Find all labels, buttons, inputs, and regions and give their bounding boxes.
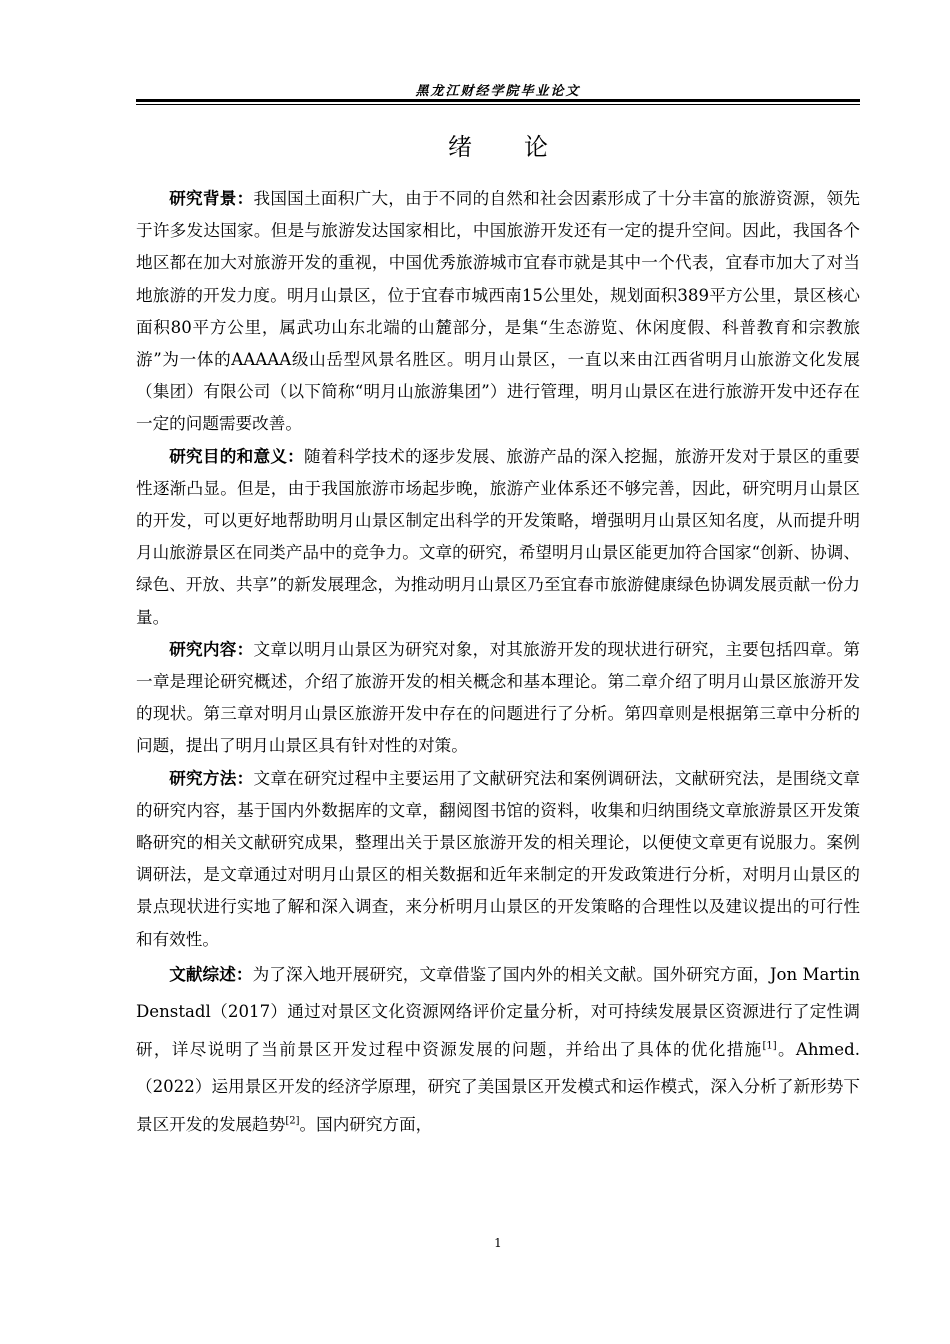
paragraph-label: 研究背景： [169, 189, 254, 208]
title-char-2: 论 [524, 133, 548, 161]
paragraph-content [136, 634, 860, 763]
paragraph-method [136, 763, 860, 956]
paragraph-text-2: 。Ahmed.（2022）运用景区开发的经济学原理，研究了美国景区开发模式和运作模式，深入分析了新形势下景区开发的发展趋势 [136, 1039, 861, 1134]
paragraph-background [136, 183, 860, 441]
paragraph-review [136, 956, 860, 1144]
paragraph-purpose [136, 441, 860, 634]
section-title [136, 131, 860, 163]
paragraph-text: 随着科学技术的逐步发展、旅游产品的深入挖掘，旅游开发对于景区的重要性逐渐凸显。但是，由于我国旅游市场起步晚，旅游产业体系还不够完善，因此，研究明月山景区的开发，可以更好地帮助明月山景区制定出科学的开发策略，增强明月山景区知名度，从而提升明月山旅游景区在同类产品中的竞争力。文章的研究，希望明月山景区能更加符合国家“创新、协调、绿色、开放、共享”的新发展理念，为推动明月山景区乃至宜春市旅游健康绿色协调发展贡献一份力量。 [136, 446, 860, 627]
header-rule-thin [136, 104, 860, 105]
body-text [136, 183, 860, 1143]
citation-ref-1[interactable]: [1] [762, 1040, 777, 1052]
paragraph-label: 文献综述： [169, 964, 253, 984]
paragraph-label: 研究方法： [169, 768, 254, 788]
paragraph-text-3: 。国内研究方面， [299, 1114, 433, 1134]
citation-ref-2[interactable]: [2] [285, 1115, 300, 1127]
paragraph-label: 研究内容： [169, 639, 254, 659]
paragraph-text: 我国国土面积广大，由于不同的自然和社会因素形成了十分丰富的旅游资源，领先于许多发达国家。但是与旅游发达国家相比，中国旅游开发还有一定的提升空间。因此，我国各个地区都在加大对旅游开发的重视，中国优秀旅游城市宜春市就是其中一个代表，宜春市加大了对当地旅游的开发力度。明月山景区，位于宜春市城西南15公里处，规划面积389平方公里，景区核心面积80平方公里，属武功山东北端的山麓部分，是集“生态游览、休闲度假、科普教育和宗教旅游”为一体的AAAAA级山岳型风景名胜区。明月山景区，一直以来由江西省明月山旅游文化发展（集团）有限公司（以下简称“明月山旅游集团”）进行管理，明月山景区在进行旅游开发中还存在一定的问题需要改善。 [136, 189, 861, 434]
paragraph-text: 为了深入地开展研究，文章借鉴了国内外的相关文献。国外研究方面，Jon Martin Denstadl（2017）通过对景区文化资源网络评价定量分析，对可持续发展景区资源进行了定性调研，详尽说明了当前景区开发过程中资源发展的问题，并给出了具体的优化措施 [136, 964, 860, 1059]
paragraph-text: 文章在研究过程中主要运用了文献研究法和案例调研法，文献研究法，是围绕文章的研究内容，基于国内外数据库的文章，翻阅图书馆的资料，收集和归纳围绕文章旅游景区开发策略研究的相关文献研究成果，整理出关于景区旅游开发的相关理论，以便使文章更有说服力。案例调研法，是文章通过对明月山景区的相关数据和近年来制定的开发政策进行分析，对明月山景区的景点现状进行实地了解和深入调查，来分析明月山景区的开发策略的合理性以及建议提出的可行性和有效性。 [136, 768, 861, 949]
page-number: 1 [494, 1236, 502, 1250]
page-header: 黑龙江财经学院毕业论文 [415, 84, 581, 99]
paragraph-label: 研究目的和意义： [169, 446, 305, 466]
header-rule-thick [136, 99, 860, 102]
paragraph-text: 文章以明月山景区为研究对象，对其旅游开发的现状进行研究，主要包括四章。第一章是理论研究概述，介绍了旅游开发的相关概念和基本理论。第二章介绍了明月山景区旅游开发的现状。第三章对明月山景区旅游开发中存在的问题进行了分析。第四章则是根据第三章中分析的问题，提出了明月山景区具有针对性的对策。 [136, 639, 861, 756]
title-char-1: 绪 [448, 133, 472, 161]
